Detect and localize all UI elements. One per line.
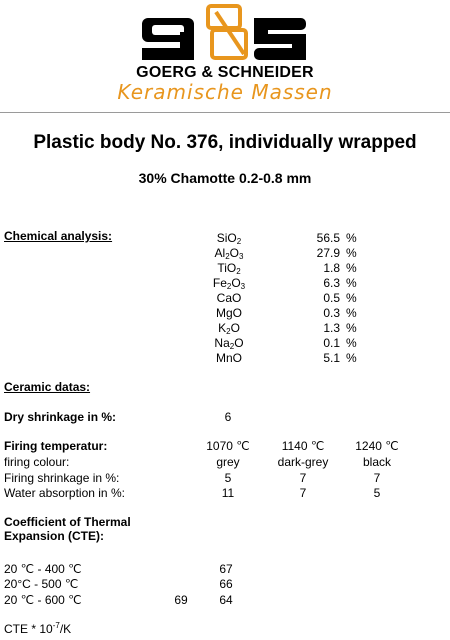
chemical-unit: % — [346, 351, 357, 365]
firing-shrinkage-label: Firing shrinkage in %: — [4, 471, 120, 485]
chemical-analysis-heading: Chemical analysis: — [4, 229, 113, 243]
chemical-value: 6.3 — [323, 276, 340, 290]
chemical-unit: % — [346, 261, 357, 275]
chemical-formula: $Al_2O_3$ — [214, 246, 244, 261]
chemical-formula: $K_2O$ — [218, 321, 240, 336]
cte-heading-line2: Expansion (CTE): — [4, 529, 105, 543]
cte-unit-suffix: /K — [59, 622, 72, 636]
chemical-unit: % — [346, 231, 357, 245]
cte-value-2: 66 — [219, 577, 233, 591]
chemical-unit: % — [346, 291, 357, 305]
temp-1240: 1240 ℃ — [355, 439, 399, 453]
logo-ampersand-mark — [208, 6, 246, 58]
chemical-value: 0.3 — [323, 306, 340, 320]
cte-heading-line1: Coefficient of Thermal — [4, 515, 131, 529]
water-absorption-label: Water absorption in %: — [4, 486, 125, 500]
temp-1140: 1140 ℃ — [281, 439, 325, 453]
chemical-formula: MnO — [215, 351, 242, 365]
chemical-value: 0.1 — [323, 336, 340, 350]
dry-shrinkage-value: 6 — [224, 410, 232, 424]
chemical-value: 5.1 — [323, 351, 340, 365]
chemical-value: 1.3 — [323, 321, 340, 335]
firing-temperature-label: Firing temperatur: — [4, 439, 108, 453]
page-title: Plastic body No. 376, individually wrapped — [33, 132, 417, 153]
chemical-unit: % — [346, 321, 357, 335]
colour-1070: grey — [216, 455, 240, 469]
chemical-formula: TiO$_2$ — [217, 261, 241, 276]
chemical-formula: $Fe_2O_3$ — [212, 276, 246, 291]
brand-name: GOERG & SCHNEIDER — [136, 64, 314, 81]
firing-colour-label: firing colour: — [4, 455, 70, 469]
brand-tagline: Keramische Massen — [117, 80, 333, 104]
temp-1070: 1070 ℃ — [206, 439, 250, 453]
cte-unit-note — [4, 622, 71, 636]
dry-shrinkage-label: Dry shrinkage in %: — [4, 410, 117, 424]
cte-range-1: 20 ℃ - 400 ℃ — [4, 562, 82, 576]
chemical-value: 56.5 — [316, 231, 340, 245]
cte-value-1: 67 — [219, 562, 233, 576]
chemical-formula: $Na_2O$ — [214, 336, 244, 351]
chemical-unit: % — [346, 276, 357, 290]
chemical-value: 0.5 — [323, 291, 340, 305]
company-logo — [140, 2, 310, 64]
chemical-value: 27.9 — [316, 246, 340, 260]
chemical-formula: SiO$_2$ — [216, 231, 242, 246]
firing-shrinkage-1140: 7 — [299, 471, 307, 485]
cte-range-3: 20 ℃ - 600 ℃ — [4, 593, 82, 607]
water-absorption-1140: 7 — [299, 486, 307, 500]
water-absorption-1240: 5 — [373, 486, 381, 500]
firing-shrinkage-1070: 5 — [224, 471, 232, 485]
chemical-formula: MgO — [215, 306, 242, 320]
ceramic-data-heading: Ceramic datas: — [4, 380, 91, 394]
logo-letter-g-shape — [142, 18, 194, 60]
cte-extra-3: 69 — [174, 593, 188, 607]
chemical-unit: % — [346, 336, 357, 350]
cte-range-2: 20°C - 500 ℃ — [4, 577, 79, 591]
cte-value-3: 64 — [219, 593, 233, 607]
chemical-value: 1.8 — [323, 261, 340, 275]
header-divider — [0, 112, 450, 113]
logo-letter-s-shape — [254, 18, 306, 60]
cte-unit-prefix: CTE * 10 — [4, 622, 53, 636]
chemical-formula: CaO — [216, 291, 242, 305]
chemical-unit: % — [346, 306, 357, 320]
chemical-unit: % — [346, 246, 357, 260]
water-absorption-1070: 11 — [221, 486, 235, 500]
firing-shrinkage-1240: 7 — [373, 471, 381, 485]
cte-unit-exponent: -7 — [52, 621, 60, 630]
colour-1240: black — [362, 455, 391, 469]
colour-1140: dark-grey — [277, 455, 329, 469]
page-subtitle: 30% Chamotte 0.2-0.8 mm — [138, 170, 312, 186]
